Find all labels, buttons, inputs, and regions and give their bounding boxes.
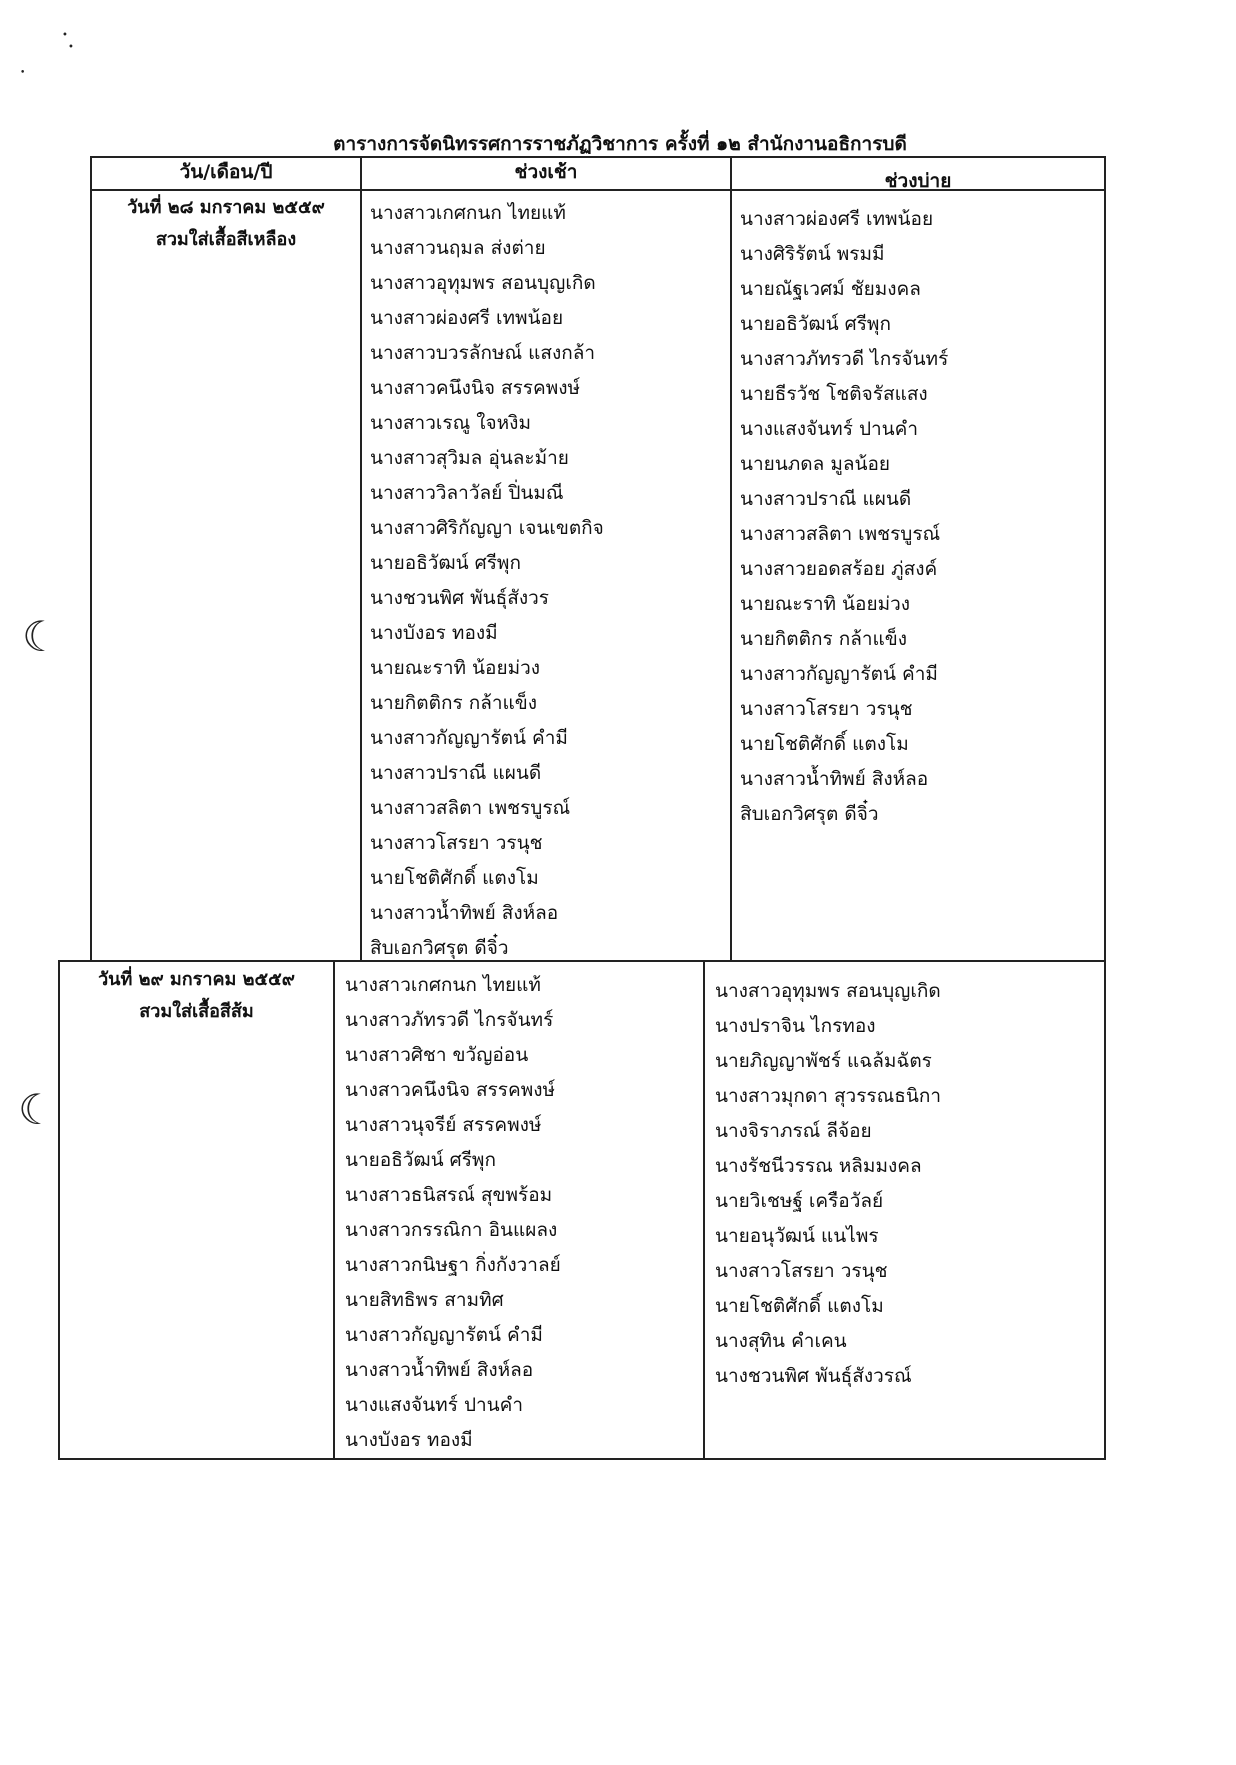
list-item: นายณะราทิ น้อยม่วง: [370, 657, 541, 679]
list-item: นางสาวผ่องศรี เทพน้อย: [740, 208, 934, 230]
list-item: นางสาวปราณี แผนดี: [370, 762, 542, 784]
list-item: นางสาวผ่องศรี เทพน้อย: [370, 307, 564, 329]
list-item: นางสาวโสรยา วรนุช: [715, 1260, 888, 1282]
day-1-afternoon-list: [740, 202, 948, 832]
table-border-left-upper: [90, 156, 92, 962]
day-1-dress: สวมใส่เสื้อสีเหลือง: [155, 229, 297, 250]
list-item: นางสาวอุทุมพร สอนบุญเกิด: [715, 980, 941, 1002]
list-item: นางสาวกัญญารัตน์ คำมี: [345, 1324, 543, 1346]
header-date: วัน/เดือน/ปี: [179, 161, 273, 183]
list-item: นางรัชนีวรรณ หลิมมงคล: [715, 1155, 922, 1177]
list-item: นายกิตติกร กล้าแข็ง: [740, 628, 908, 650]
list-item: นางบังอร ทองมี: [370, 622, 498, 644]
list-item: นางสาวเกศกนก ไทยแท้: [370, 202, 566, 224]
table-border-top: [90, 156, 1106, 158]
scan-dot: •: [62, 30, 68, 41]
list-item: นางสาวคนึงนิจ สรรคพงษ์: [345, 1079, 556, 1101]
table-border-bottom: [58, 1458, 1106, 1460]
list-item: นางสาวภัทรวดี ไกรจันทร์: [740, 348, 949, 370]
list-item: นางสาวสุวิมล อุ่นละม้าย: [370, 447, 569, 469]
list-item: นางแสงจันทร์ ปานคำ: [345, 1394, 524, 1416]
list-item: นางจิราภรณ์ ลีจ้อย: [715, 1120, 872, 1142]
list-item: นางสาวศิชา ขวัญอ่อน: [345, 1044, 529, 1066]
list-item: นายอธิวัฒน์ ศรีพุก: [740, 313, 891, 335]
day-1-date-cell: [92, 192, 360, 256]
table-border-right-upper: [1104, 156, 1106, 962]
list-item: นางสาวกัญญารัตน์ คำมี: [740, 663, 938, 685]
punch-hole-mark: ☾: [18, 1085, 56, 1134]
list-item: สิบเอกวิศรุต ดีจิ๋ว: [740, 803, 879, 825]
list-item: นางสาวกนิษฐา กิ่งกังวาลย์: [345, 1254, 561, 1276]
list-item: นางสาวโสรยา วรนุช: [740, 698, 913, 720]
list-item: นางสาวโสรยา วรนุช: [370, 832, 543, 854]
list-item: นายโชติศักดิ์ แตงโม: [370, 867, 539, 889]
list-item: นายวิเชษฐ์ เครือวัลย์: [715, 1190, 884, 1212]
list-item: นางบังอร ทองมี: [345, 1429, 473, 1451]
day-2-date: วันที่ ๒๙ มกราคม ๒๕๕๙: [98, 969, 295, 990]
day-2-date-cell: [60, 964, 333, 1028]
scan-dot: •: [68, 42, 74, 53]
day-1-morning-list: [370, 196, 604, 966]
list-item: นายณะราทิ น้อยม่วง: [740, 593, 911, 615]
list-item: นางสาวสลิตา เพชรบูรณ์: [370, 797, 571, 819]
list-item: นางสาวสลิตา เพชรบูรณ์: [740, 523, 941, 545]
list-item: นางสาวน้ำทิพย์ สิงห์ลอ: [740, 768, 929, 790]
list-item: นางสาวปราณี แผนดี: [740, 488, 912, 510]
list-item: นางศิริรัตน์ พรมมี: [740, 243, 885, 265]
list-item: นางแสงจันทร์ ปานคำ: [740, 418, 919, 440]
list-item: นางสาวคนึงนิจ สรรคพงษ์: [370, 377, 581, 399]
list-item: นายธีรวัช โชติจรัสแสง: [740, 383, 928, 405]
punch-hole-mark: ☾: [22, 612, 60, 661]
list-item: นางสาวบวรลักษณ์ แสงกล้า: [370, 342, 596, 364]
list-item: นางสุทิน คำเคน: [715, 1330, 847, 1352]
column-divider-1-lower: [333, 960, 335, 1460]
list-item: นายโชติศักดิ์ แตงโม: [715, 1295, 884, 1317]
list-item: นายอนุวัฒน์ แนไพร: [715, 1225, 879, 1247]
list-item: นางสาวธนิสรณ์ สุขพร้อม: [345, 1184, 553, 1206]
list-item: นายอธิวัฒน์ ศรีพุก: [345, 1149, 496, 1171]
list-item: นางสาวเรณู ใจหงิม: [370, 412, 531, 434]
list-item: นางสาวกัญญารัตน์ คำมี: [370, 727, 568, 749]
list-item: นางสาวเกศกนก ไทยแท้: [345, 974, 541, 996]
day-2-afternoon-list: [715, 974, 941, 1394]
list-item: นางสาวน้ำทิพย์ สิงห์ลอ: [345, 1359, 534, 1381]
list-item: นางสาวกรรณิกา อินแผลง: [345, 1219, 558, 1241]
list-item: นางสาวนุจรีย์ สรรคพงษ์: [345, 1114, 542, 1136]
list-item: นางสาวภัทรวดี ไกรจันทร์: [345, 1009, 554, 1031]
list-item: นางสาววิลาวัลย์ ปิ่นมณี: [370, 482, 564, 504]
list-item: นางสาวยอดสร้อย ภู่สงค์: [740, 558, 938, 580]
list-item: นางปราจิน ไกรทอง: [715, 1015, 876, 1037]
header-afternoon: ช่วงบ่าย: [884, 170, 952, 192]
day-2-morning-list: [345, 968, 561, 1458]
list-item: นายอธิวัฒน์ ศรีพุก: [370, 552, 521, 574]
column-divider-1-upper: [360, 156, 362, 962]
list-item: นางสาวนฤมล ส่งต่าย: [370, 237, 546, 259]
list-item: นางสาวน้ำทิพย์ สิงห์ลอ: [370, 902, 559, 924]
list-item: นายนภดล มูลน้อย: [740, 453, 891, 475]
list-item: นายสิทธิพร สามทิศ: [345, 1289, 504, 1311]
list-item: นายกิตติกร กล้าแข็ง: [370, 692, 538, 714]
list-item: นางสาวอุทุมพร สอนบุญเกิด: [370, 272, 596, 294]
list-item: สิบเอกวิศรุต ดีจิ๋ว: [370, 937, 509, 959]
list-item: นายโชติศักดิ์ แตงโม: [740, 733, 909, 755]
table-border-left-lower: [58, 960, 60, 1460]
list-item: นางชวนพิศ พันธุ์สังวร: [370, 587, 549, 609]
column-divider-2-lower: [703, 960, 705, 1460]
schedule-table: [58, 156, 1106, 1460]
list-item: นายภิญญาพัชร์ แฉล้มฉัตร: [715, 1050, 932, 1072]
table-border-right-lower: [1104, 960, 1106, 1460]
list-item: นางชวนพิศ พันธุ์สังวรณ์: [715, 1365, 912, 1387]
list-item: นางสาวศิริกัญญา เจนเขตกิจ: [370, 517, 604, 539]
day-1-date: วันที่ ๒๘ มกราคม ๒๕๕๙: [127, 197, 325, 218]
page-title: ตารางการจัดนิทรรศการราชภัฏวิชาการ ครั้งที่ ๑๒ สำนักงานอธิการบดี: [333, 133, 907, 155]
scan-dot: •: [20, 68, 26, 78]
list-item: นายณัฐเวศม์ ชัยมงคล: [740, 278, 921, 300]
column-divider-2-upper: [730, 156, 732, 962]
header-morning: ช่วงเช้า: [514, 161, 578, 183]
day-2-dress: สวมใส่เสื้อสีส้ม: [139, 1001, 254, 1022]
list-item: นางสาวมุกดา สุวรรณธนิกา: [715, 1085, 942, 1107]
